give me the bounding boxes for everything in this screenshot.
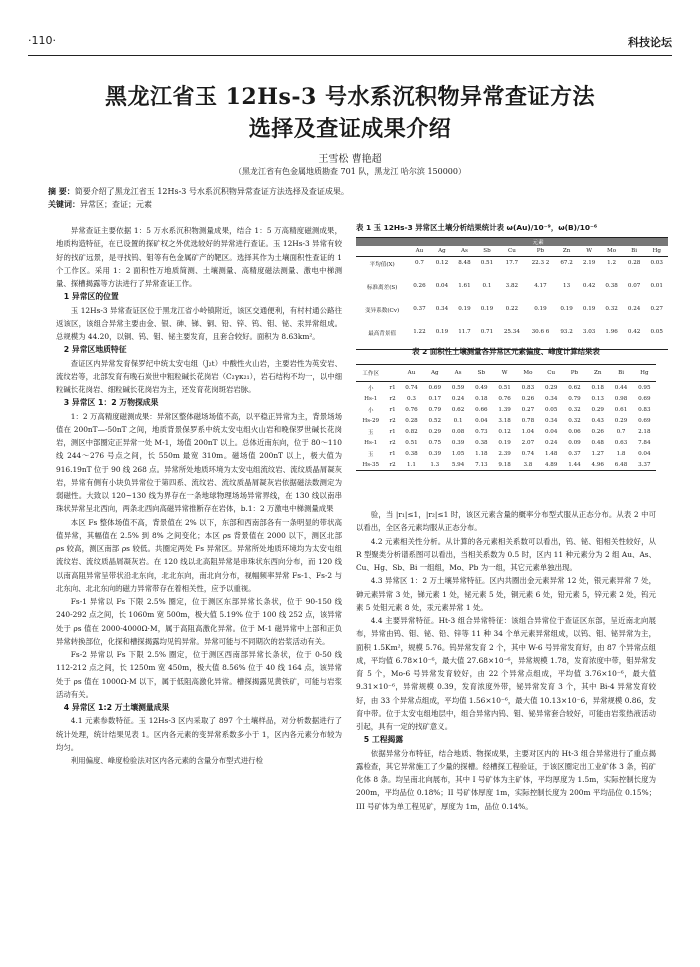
table-cell: 0.19 xyxy=(534,306,547,312)
table-cell: 1.8 xyxy=(616,450,626,457)
table-cell: 2.19 xyxy=(582,260,596,266)
table-cell: 4.96 xyxy=(591,461,604,468)
table-cell: 0.19 xyxy=(560,306,573,312)
table-cell: 0.26 xyxy=(521,395,535,402)
table-cell: 0.62 xyxy=(568,384,581,391)
section-heading: 2 异常区地质特征 xyxy=(63,345,127,355)
table-cell: 0.03 xyxy=(650,260,663,266)
table-cell: 4.89 xyxy=(544,461,558,468)
table-cell: 0.74 xyxy=(521,450,535,457)
table-header-cell xyxy=(356,246,408,257)
paragraph: 4.3 异常区 1：2 万土壤异常特征。区内共圈出金元素异常 12 处，银元素异常 7 处，砷元素异常 3 处，锑元素 1 处，铋元素 5 处，铜元素 6 处，铅元素 5，锌元素 2 处，钨元素 5 处钼元素 8 处，汞元素异常 1 处。 xyxy=(356,576,656,612)
table-cell: 0.29 xyxy=(614,417,628,424)
table-cell: 0.83 xyxy=(638,406,651,413)
table-cell: 0.22 xyxy=(505,306,519,312)
section-label: 科技论坛 xyxy=(628,36,672,49)
keywords-label: 关键词： xyxy=(48,200,80,209)
keywords-text: 异常区；查证；元素 xyxy=(80,200,152,209)
table-header-cell: As xyxy=(453,246,476,257)
title-line-2: 选择及查证成果介绍 xyxy=(248,116,452,142)
table-cell: 0.18 xyxy=(475,395,488,402)
table-cell: 0.66 xyxy=(475,406,488,413)
table-cell: 1.48 xyxy=(544,450,558,457)
table-cell: 11.7 xyxy=(458,329,471,335)
table-cell: 7.13 xyxy=(475,461,488,468)
table-cell: 0.34 xyxy=(435,306,449,312)
table-cell: 0.37 xyxy=(413,306,426,312)
table-row xyxy=(356,280,668,303)
table-cell: 平均值(X) xyxy=(369,262,395,268)
table-header-cell: Sb xyxy=(470,365,493,382)
table-cell: 0.08 xyxy=(451,428,465,435)
table-cell: 17.7 xyxy=(505,260,519,266)
table-row xyxy=(356,257,668,281)
table-cell: 0.39 xyxy=(451,439,465,446)
table-cell: 0.42 xyxy=(627,329,641,335)
table-cell: 0.95 xyxy=(638,384,651,391)
table-cell: 0.48 xyxy=(591,439,604,446)
table-cell: 0.69 xyxy=(428,384,442,391)
table-cell: 2.18 xyxy=(638,428,651,435)
table-row xyxy=(356,404,656,415)
table-cell: 0.04 xyxy=(475,417,488,424)
table-cell: 0.24 xyxy=(544,439,558,446)
table-cell: 0.01 xyxy=(650,283,663,289)
table-cell: 玉 xyxy=(367,451,374,458)
table-cell: r1 xyxy=(389,384,396,391)
table-cell: 0.69 xyxy=(638,395,651,402)
table-cell: 0.28 xyxy=(627,260,641,266)
table-cell: 0.75 xyxy=(428,439,442,446)
table-cell: 0.17 xyxy=(428,395,442,402)
table-cell: 3.37 xyxy=(638,461,651,468)
table-cell: 1.3 xyxy=(430,461,440,468)
table-cell: 0.19 xyxy=(435,329,449,335)
table-cell: 0.32 xyxy=(605,306,618,312)
table-cell: 0.04 xyxy=(638,450,651,457)
table-cell: 3.03 xyxy=(582,329,596,335)
paragraph: 4.2 元素相关性分析。从计算的各元素相关系数可以看出，钨、铋、钼相关性较好，从 R 型聚类分析谱系图可以看出，当相关系数为 0.5 时，区内 11 种元素分为 2 组 Au、As、Cu、Hg、Sb、Bi 一组组，Mo、Pb 为一组，其它元素单独出现。 xyxy=(356,536,656,572)
table-row xyxy=(356,426,656,437)
table-cell: 0.39 xyxy=(428,450,442,457)
table-cell: 1.05 xyxy=(451,450,465,457)
table-cell: 1.96 xyxy=(605,329,618,335)
table-row xyxy=(356,437,656,448)
table-header-cell: Pb xyxy=(563,365,586,382)
section-heading: 4 异常区 1:2 万土壤测量成果 xyxy=(63,703,170,712)
table-cell: 0.51 xyxy=(405,439,418,446)
table-cell: 0.79 xyxy=(428,406,442,413)
table-cell: 0.59 xyxy=(451,384,465,391)
table-cell: 0.49 xyxy=(475,384,488,391)
table-row xyxy=(356,393,656,404)
table-cell: 30.6 6 xyxy=(531,329,550,335)
table-cell: 0.51 xyxy=(498,384,511,391)
table-cell: 0.19 xyxy=(480,306,494,312)
table-cell: 0.1 xyxy=(482,283,492,289)
table-cell: 0.38 xyxy=(605,283,618,289)
table1-caption: 表 1 玉 12Hs-3 异常区土壤分析结果统计表 ω(Au)/10⁻⁹，ω(B)/10⁻⁶ xyxy=(356,223,598,232)
table-cell: 0.05 xyxy=(544,406,558,413)
paragraph: 查证区内异常发育保罗纪中统太安屯组（J₂t）中酸性火山岩，主要岩性为英安岩、流纹岩等，北部发育有晚石炭世中粗粒碱长花岗岩（C₂γκ₂₁），岩石结构不均一，以中细粒碱长花岗岩、细粒碱长花岗岩为主，还发育花岗斑岩岩脉。 xyxy=(56,358,342,394)
table-cell: 2.07 xyxy=(521,439,535,446)
table-cell: 0.82 xyxy=(405,428,418,435)
table-header-cell: Hg xyxy=(645,246,668,257)
table-cell: 最高背景值 xyxy=(368,331,397,337)
table-cell: 3.18 xyxy=(498,417,511,424)
abstract-text: 简要介绍了黑龙江省玉 12Hs-3 号水系沉积物异常查证方法选择及查证成果。 xyxy=(74,187,349,196)
table-cell: 玉 xyxy=(367,429,374,436)
table-cell: 0.73 xyxy=(475,428,488,435)
table-cell: 0.27 xyxy=(521,406,535,413)
table-cell: 3.8 xyxy=(523,461,533,468)
paragraph: 玉 12Hs-3 异常查证区位于黑龙江省小岭镇附近，该区交通便利，有村村通公路往返该区，该组合异常主要由金、银、砷、锑、铜、铅、锌、钨、钼、铋、汞异常组成。总规模为 44.20，以铜、钨、钼、铋主要发育，且套合较好。面积为 8.63km²。 xyxy=(56,305,342,341)
table-cell: 0.18 xyxy=(591,384,604,391)
table-header-cell: Sb xyxy=(476,246,499,257)
table-cell: 0.12 xyxy=(498,428,511,435)
table-cell: 0.69 xyxy=(638,417,651,424)
table-header-cell: W xyxy=(493,365,516,382)
table-header-cell: Mo xyxy=(516,365,539,382)
table-row xyxy=(356,459,656,471)
table-cell: 1.2 xyxy=(607,260,617,266)
table-cell: 0.38 xyxy=(475,439,488,446)
table-cell: 0.76 xyxy=(498,395,511,402)
right-column xyxy=(356,508,656,813)
table-cell: 0.37 xyxy=(568,450,581,457)
table-cell: 1.04 xyxy=(521,428,535,435)
table-cell: 5.94 xyxy=(451,461,465,468)
table-cell: 0.71 xyxy=(480,329,494,335)
authors: 王雪松 曹艳超 xyxy=(318,154,382,165)
table-cell: 0.7 xyxy=(616,428,626,435)
table-header-cell: Hg xyxy=(633,365,656,382)
table-cell: r1 xyxy=(389,428,396,435)
table-row xyxy=(356,448,656,459)
table-header-cell: Bi xyxy=(623,246,646,257)
table-header-cell: Cu xyxy=(498,246,525,257)
table-cell: 0.29 xyxy=(544,384,558,391)
table-cell: 0.83 xyxy=(521,384,535,391)
table-cell: r1 xyxy=(389,406,396,413)
table-cell: 0.43 xyxy=(591,417,604,424)
table-cell: Hs-1 xyxy=(364,439,378,446)
table-1 xyxy=(356,237,668,350)
table-cell: 0.26 xyxy=(413,283,426,289)
section-heading: 1 异常区的位置 xyxy=(63,292,119,302)
table-header-cell: Au xyxy=(408,246,431,257)
table-header-cell: As xyxy=(446,365,469,382)
table2-caption: 表 2 面积性土壤测量各异常区元素偏度、峰度计算结果表 xyxy=(412,347,600,356)
table-cell: 变异系数(Cv) xyxy=(365,308,400,314)
table-cell: 0.06 xyxy=(568,428,581,435)
table-cell: 0.28 xyxy=(405,417,418,424)
table-group-header: 元素 xyxy=(408,238,668,247)
table-header-cell: Zn xyxy=(555,246,578,257)
table-cell: 0.63 xyxy=(614,439,628,446)
affiliation: （黑龙江省有色金属地质勘查 701 队，黑龙江 哈尔滨 150000） xyxy=(234,167,466,176)
table-cell: 0.27 xyxy=(650,306,663,312)
table-cell: r2 xyxy=(389,439,396,446)
table-cell: 0.34 xyxy=(544,395,558,402)
table-cell: Hs-1 xyxy=(364,395,378,402)
table-cell: 1.39 xyxy=(498,406,511,413)
table-cell: 0.19 xyxy=(582,306,596,312)
table-cell: 0.19 xyxy=(458,306,471,312)
table-cell: 7.84 xyxy=(638,439,651,446)
table-cell: 0.13 xyxy=(591,395,604,402)
table-cell: 0.78 xyxy=(521,417,535,424)
abstract xyxy=(48,186,652,197)
table-header-cell: Ag xyxy=(423,365,446,382)
table-cell: 13 xyxy=(563,283,571,289)
table-cell: 0.1 xyxy=(453,417,463,424)
table-cell: 0.24 xyxy=(627,306,641,312)
table-header-cell: Ag xyxy=(431,246,454,257)
table-cell: 0.3 xyxy=(407,395,416,402)
table-cell: 0.52 xyxy=(428,417,442,424)
table-cell: r1 xyxy=(389,450,396,457)
table-cell: 0.09 xyxy=(568,439,581,446)
table-cell: 0.04 xyxy=(435,283,449,289)
table-cell: 0.29 xyxy=(591,406,604,413)
title-line-1: 黑龙江省玉 12Hs-3 号水系沉积物异常查证方法 xyxy=(104,84,596,110)
table-cell: 0.42 xyxy=(582,283,596,289)
left-column xyxy=(56,224,342,767)
table-cell: 0.29 xyxy=(428,428,442,435)
paragraph: 异常查证主要依据 1：5 万水系沉积物测量成果，结合 1：5 万高精度磁测成果，地质构造特征，在已设置的探矿权之外优选较好的异常进行查证。玉 12Hs-3 异常有较好的找矿远景，是寻找钨、钼等有色金属矿产的靶区。选择其作为土壤面积性查证的 1 个工作区。采用 1：2 面积性万地质简测、土壤测量、高精度磁法测量、激电中梯测量、探槽揭露等方法进行了异常查证工作。 xyxy=(56,226,342,288)
table-cell: 0.7 xyxy=(415,260,424,266)
table-row xyxy=(356,382,656,394)
table-header-cell: Mo xyxy=(600,246,623,257)
table-cell: Hs-29 xyxy=(362,417,380,424)
table-cell: 4.17 xyxy=(534,283,547,289)
table-cell: 小 xyxy=(367,407,374,414)
table-cell: 0.26 xyxy=(591,428,604,435)
table-cell: 0.79 xyxy=(568,395,581,402)
table-cell: r2 xyxy=(389,461,396,468)
abstract-label: 摘 要： xyxy=(48,187,75,196)
table-cell: 0.74 xyxy=(405,384,418,391)
table-header-cell: Zn xyxy=(586,365,609,382)
paragraph: 依据异常分布特征，结合地质、物探成果，主要对区内的 Ht-3 组合异常进行了重点揭露检查，其它异常施工了少量的探槽。经槽探工程验证，于该区圈定出工业矿体 3 条，钨矿化体 8 条。均呈南北向展布，其中 I 号矿体为主矿体，平均厚度为 1.5m，实际控制长度为 200m，平均品位 0.18%；II 号矿体厚度 1m，实际控制长度为 200m 平均品位 0.15%；III 号矿体为单工程见矿，厚度为 1m，品位 0.14%。 xyxy=(356,748,656,811)
table-cell: 8.48 xyxy=(458,260,471,266)
table-cell: 1.22 xyxy=(413,329,426,335)
header-rule xyxy=(28,55,672,56)
paragraph: 本区 Fs 整体场值不高，背景值在 2% 以下，东部和西南部各有一条明显的带状高值异常，其幅值在 2.5% 到 8% 之间变化；本区 ρs 背景值在 2000 以下，测区北部 ρs 较高，测区南部 ρs 较低。共圈定两处 Fs 异常区。异常所处地质环境均为太安屯组流纹岩、流纹质晶屑凝灰岩。在 120 线以北高阻异常是串珠状东西向分布，而 120 线以南高阻异常呈带状沿北东向，北北东向，南北向分布，视幅频率异常 Fs-1、Fs-2 与北东向、北北东向的磁力异常带存在着相关性，应予以重视。 xyxy=(56,517,342,593)
table-cell: 9.18 xyxy=(498,461,511,468)
paragraph: 利用偏度、峰度检验法对区内各元素的含量分布型式进行检 xyxy=(70,756,263,765)
table-cell: 2.39 xyxy=(498,450,511,457)
paragraph: 4.1 元素参数特征。玉 12Hs-3 区内采取了 897 个土壤样品，对分析数据进行了统计处理，统计结果见表 1。区内各元素的变异常系数多小于 1，区内各元素分布较为均匀。 xyxy=(56,716,342,752)
table-cell: 93.2 xyxy=(560,329,573,335)
table-cell: 1.27 xyxy=(591,450,604,457)
table-cell: 0.76 xyxy=(405,406,418,413)
table-cell: 标准离差(S) xyxy=(366,285,398,291)
table-cell: 1.18 xyxy=(475,450,488,457)
table-header-cell: W xyxy=(578,246,601,257)
table-header-cell: Pb xyxy=(526,246,556,257)
table-cell: 0.04 xyxy=(544,428,558,435)
keywords xyxy=(48,199,652,210)
running-header xyxy=(28,34,672,52)
paragraph: Fs-1 异常以 Fs 下限 2.5% 圈定，位于测区东部异常长条状，位于 90-150 线 240-292 点之间，长 1060m 宽 500m，极大值 5.19% 位于 100 线 252 点，该异常处于 ρs 值在 2000-4000Ω·M，属于高阻高激化异常。位于 M-1 磁异常中上部和正负异常转换部位，化探和槽探揭露均见钨异常。异常可能与不同期次的岩浆活动有关。 xyxy=(56,597,342,646)
table-cell: 0.05 xyxy=(650,329,663,335)
table-cell: 1.44 xyxy=(568,461,581,468)
table-cell: r2 xyxy=(389,417,396,424)
table-cell: 22.3 2 xyxy=(531,260,550,266)
table-cell: r2 xyxy=(389,395,396,402)
table-header-cell: Cu xyxy=(540,365,563,382)
page-number: ·110· xyxy=(28,34,56,47)
table-cell: 0.32 xyxy=(568,417,581,424)
table-cell: 0.19 xyxy=(498,439,511,446)
table-row xyxy=(356,415,656,426)
table-2 xyxy=(356,364,656,471)
table-cell: 0.51 xyxy=(480,260,494,266)
paragraph: 4.4 主要异常特征。Ht-3 组合异常特征：该组合异常位于查证区东部，呈近南北向展布，异常由钨、钼、铋、铅、锌等 11 种 34 个单元素异常组成，以钨、钼、铋异常为主，面积 1.5Km²，规模 5.76。钨异常发育 2 个，其中 W-6 号异常发育好，由 87 个异常点组成，平均值 6.78×10⁻⁶，最大值 27.68×10⁻⁶，异常规模 1.78，发育浓度中带，钼异常发育 5 个，Mo-6 号异常发育较好，由 22 个异常点组成，平均值 3.76×10⁻⁶，最大值 9.31×10⁻⁶，异常规模 0.39，发育浓度外带，铋异常发育 3 个，其中 Bi-4 异常发育较好，由 33 个异常点组成，平均值 1.56×10⁻⁶，最大值 10.13×10⁻6，异常规模 0.86，发育中带。位于太安屯组地层中，组合异常内钨、钼、铋异常套合较好，可能由岩浆热液活动引起，具有一定的找矿意义。 xyxy=(356,616,656,731)
paragraph: Fs-2 异常以 Fs 下限 2.5% 圈定，位于测区西南部异常长条状，位于 0-50 线 112-212 点之间，长 1250m 宽 450m，极大值 8.56% 位于 40 线 164 点，该异常处于 ρs 值在 1000Ω·M 以下，属于低阻高激化异常。槽探揭露见黄铁矿，可能与岩浆活动有关。 xyxy=(56,650,342,699)
table-cell: 0.34 xyxy=(544,417,558,424)
table-cell: 67.2 xyxy=(560,260,573,266)
table-header-cell: 工作区 xyxy=(356,365,385,382)
table-header-cell: Bi xyxy=(609,365,632,382)
table-cell: Hs-35 xyxy=(362,461,380,468)
table-cell: 0.32 xyxy=(568,406,581,413)
table-cell: 0.44 xyxy=(614,384,628,391)
table-cell: 6.48 xyxy=(614,461,628,468)
table-header-cell xyxy=(385,365,399,382)
table-cell: 0.61 xyxy=(614,406,628,413)
table-cell xyxy=(356,238,408,247)
table-cell: 0.62 xyxy=(451,406,465,413)
table-cell: 0.12 xyxy=(435,260,449,266)
table-cell: 3.82 xyxy=(505,283,519,289)
paragraph: 1：2 万高精度磁测成果：异常区整体磁场场值不高，以平稳正异常为主，背景场场值在 200nT—-50nT 之间，地质背景保罗系中统太安屯组火山岩和晚保罗世碱长花岗岩，测区中部圈定正异常一处 M-1，场值 200nT 以上。总体近南东向，位于 80～110 线 244～276 号点之间，长 550m 最宽 310m。磁场值 200nT 以上，极大值为 916.19nT 位于 90 线 268 点。异常所处地质环境为太安屯组流纹岩、流纹质晶屑凝灰岩，异常有侧有小块负异常位于第四系、流纹岩、流纹质晶屑凝灰岩依据磁法数测定为弱磁性。大致以 120~130 线为界存在一条地球物理场场异常界线，在 130 线以南串珠状异常呈北西向，两条北西向高磁异常推断存在岩体，b.1：2 万激电中梯测量成果 xyxy=(56,411,342,514)
table-cell: 0.98 xyxy=(614,395,628,402)
section-heading: 3 异常区 1：2 万物探成果 xyxy=(63,398,159,408)
table-cell: 小 xyxy=(367,385,374,392)
table-cell: 1.61 xyxy=(458,283,471,289)
table-cell: 0.24 xyxy=(451,395,465,402)
section-heading: 5 工程揭露 xyxy=(363,735,404,745)
table-header-cell: Au xyxy=(400,365,423,382)
table-cell: 1.1 xyxy=(407,461,416,468)
table-row xyxy=(356,303,668,326)
table-cell: 0.07 xyxy=(627,283,641,289)
table-cell: 0.38 xyxy=(405,450,418,457)
table-cell: 25.34 xyxy=(503,329,520,335)
paragraph: 验，当 |r₁|≤1，|r₂|≤1 时，该区元素含量的概率分布型式服从正态分布。从表 2 中可以看出，全区各元素均服从正态分布。 xyxy=(356,510,656,533)
